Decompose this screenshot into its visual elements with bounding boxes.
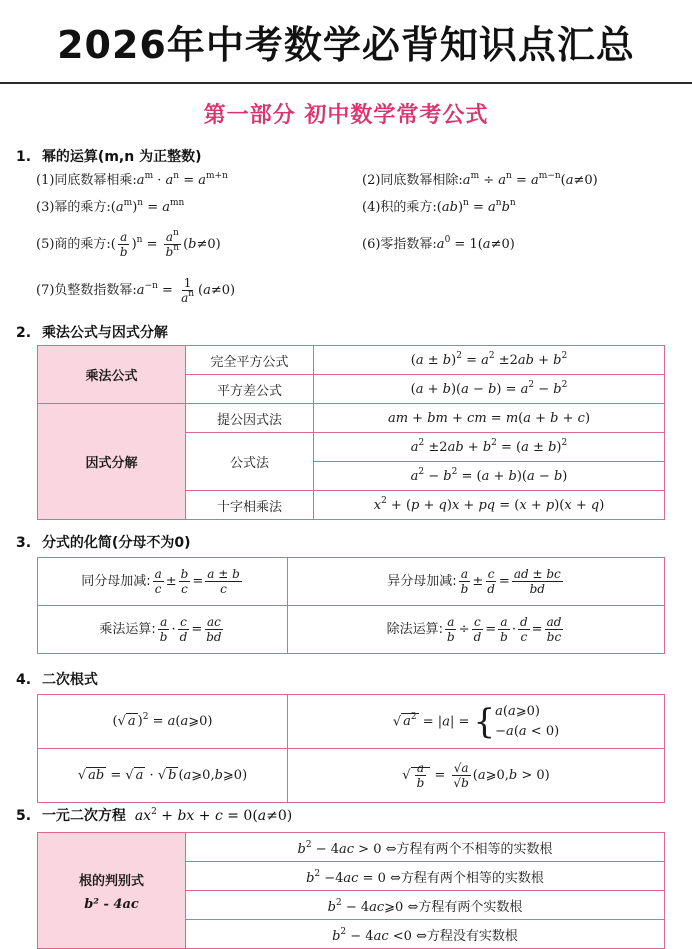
formula-1-1-label: (1)同底数幂相乘: [36,173,137,188]
discriminant-result: 方程有两个不相等的实数根 [396,841,553,857]
row-label: 公式法 [186,433,314,491]
section-5-number: 5. [16,808,32,824]
section-1-number: 1. [16,149,32,165]
discriminant-expression: b² - 4ac [84,896,139,912]
table-row [38,404,665,433]
discriminant-row: $b^2 - 4ac <0$ ⇔方程没有实数根 [186,920,665,949]
section-4-number: 4. [16,672,32,688]
formula-1-6-label: (6)零指数幂: [362,237,437,252]
formula-1-7: (7)负整数指数幂$:a^{-n}$ = $\frac{1}{a^n}$ (a≠0) [36,276,236,305]
radical-cell-quotient: √ $\frac{a}{b}$ = $\frac{√a}{√b}$ (a⩾0,b > 0) [288,749,665,803]
section-4-heading [16,669,98,689]
discriminant-title: 根的判别式 [78,873,144,889]
part-title: 第一部分 初中数学常考公式 [203,103,489,128]
section-2-number: 2. [16,325,32,341]
formula-1-2: (2)同底数幂相除$:a^m \div a^n = a^{m-n}(a\ne 0)$ [362,171,598,188]
row-formula: $a^2 \pm 2ab + b^2 = (a \pm b)^2$ [314,433,665,462]
page-title: 2026年中考数学必背知识点汇总 [57,22,635,67]
discriminant-row: $b^2 -4ac = 0$ ⇔方程有两个相等的实数根 [186,862,665,891]
discriminant-label [38,833,186,949]
group-factoring: 因式分解 [38,404,186,520]
formula-1-2-label: (2)同底数幂相除: [362,173,463,188]
row-label: 完全平方公式 [186,346,314,375]
formula-1-3: (3)幂的乘方$:(a^m)^n = a^{mn}$ [36,198,185,215]
multiplication-factoring-table [37,345,665,520]
row-label: 平方差公式 [186,375,314,404]
fraction-cell-different-denominator: 异分母加减: $\frac{a}{b}$ ± $\frac{c}{d}$ = $\frac{ad \pm bc}{bd}$ [288,558,665,606]
section-1-heading [16,146,201,166]
group-multiplication-formulas: 乘法公式 [38,346,186,404]
table-row [38,695,665,749]
section-5-heading [16,805,292,825]
cell-label: 乘法运算: [99,622,156,637]
row-formula: $(a \pm b)^2 = a^2 \pm 2ab + b^2$ [314,346,665,375]
discriminant-row: $b^2$ − 4ac⩾0 ⇔方程有两个实数根 [186,891,665,920]
formula-1-5: (5)商的乘方:( $\frac{a}{b}$ )$^n$ = $\frac{a^n}{b^n}$ (b≠0) [36,228,221,259]
formula-1-4: (4)积的乘方:(ab)$^n$ = $a^nb^n$ [362,198,516,215]
table-row [38,346,665,375]
fraction-cell-same-denominator: 同分母加减: $\frac{a}{c}$ ± $\frac{b}{c}$ = $\frac{a \pm b}{c}$ [38,558,288,606]
fraction-cell-multiplication: 乘法运算: $\frac{a}{b}$ · $\frac{c}{d}$ = $\frac{ac}{bd}$ [38,606,288,654]
cell-label: 同分母加减: [81,574,151,589]
table-row [38,833,665,862]
section-3-heading [16,532,190,552]
fraction-cell-division: 除法运算: $\frac{a}{b}$ ÷ $\frac{c}{d}$ = $\frac{a}{b}$ · $\frac{d}{c}$ = $\frac{ad}{bc}$ [288,606,665,654]
formula-1-5-label: (5)商的乘方: [36,237,111,252]
discriminant-result: 方程没有实数根 [426,928,518,944]
section-3-title: 分式的化简(分母不为0) [41,535,191,551]
radical-table [37,694,665,803]
formula-1-3-label: (3)幂的乘方: [36,200,111,215]
section-5-equation: $ax^2$ + bx + c = 0(a≠0) [134,807,293,824]
discriminant-table [37,832,665,949]
discriminant-result: 方程有两个相等的实数根 [400,870,544,886]
section-2-heading [16,322,168,342]
row-formula: am + bm + cm = m(a + b + c) [314,404,665,433]
cell-label: 除法运算: [386,622,443,637]
section-2-title: 乘法公式与因式分解 [41,325,168,341]
table-row [38,606,665,654]
title-bar [0,0,692,84]
formula-1-7-label: (7)负整数指数幂: [36,283,137,298]
discriminant-result: 方程有两个实数根 [418,899,523,915]
row-formula: $(a + b)(a - b) = a^2 - b^2$ [314,375,665,404]
formula-1-6: (6)零指数幂$:a^0 = 1(a\ne 0)$ [362,235,515,252]
radical-cell-square-of-root: (√ a )$^2$ = a(a⩾0) [38,695,288,749]
formula-1-4-label: (4)积的乘方: [362,200,437,215]
radical-cell-product: √ ab = √ a · √ b (a⩾0,b⩾0) [38,749,288,803]
table-row [38,749,665,803]
row-formula: $x^2 + (p + q)x$ + pq = (x + p)(x + q) [314,491,665,520]
row-label: 十字相乘法 [186,491,314,520]
row-label: 提公因式法 [186,404,314,433]
radical-cell-root-of-square: √ $a^2 = |a|$ = { a(a⩾0) −a(a < 0) [288,695,665,749]
row-formula: $a^2 - b^2 = (a + b)(a - b)$ [314,462,665,491]
fraction-table [37,557,665,654]
formula-1-1: (1)同底数幂相乘$:a^m \cdot a^n = a^{m+n}$ [36,171,228,188]
cell-label: 异分母加减: [387,574,457,589]
section-1-title: 幂的运算(m,n 为正整数) [41,149,202,165]
section-4-title: 二次根式 [41,672,98,688]
section-3-number: 3. [16,535,32,551]
section-5-title: 一元二次方程 [41,808,126,824]
discriminant-row: $b^2 - 4ac > 0$ ⇔方程有两个不相等的实数根 [186,833,665,862]
table-row [38,558,665,606]
